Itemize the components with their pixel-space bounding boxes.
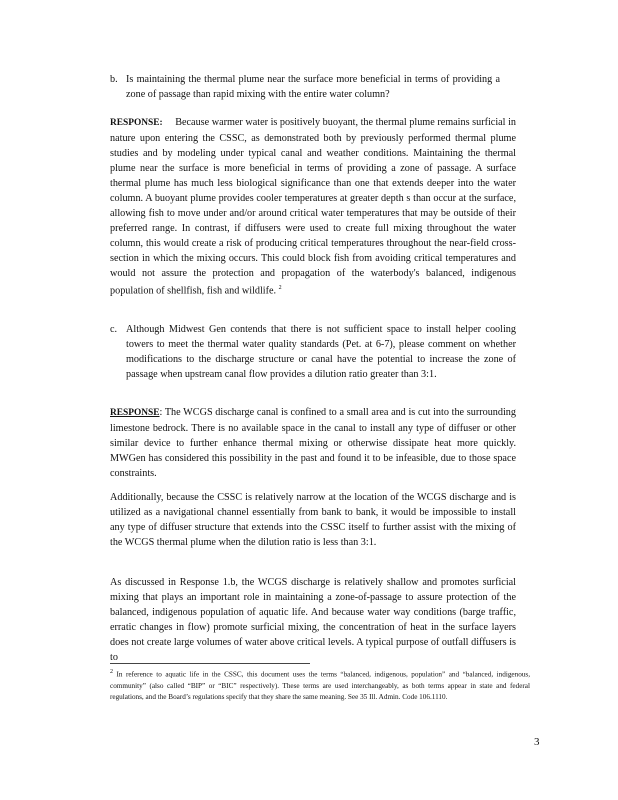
response-c-label: RESPONSE [110,408,160,418]
question-b-text: Is maintaining the thermal plume near the surface more beneficial in terms of providing a zone of passage than rapid mixing with the entire water column? [126,74,500,100]
question-b-label: b. [110,74,118,85]
paragraph-additionally: Additionally, because the CSSC is relatively narrow at the location of the WCGS discharge and is utilized as a navigational channel essentially from bank to bank, it would be impossible to install any type of diffuser structure that extends into the CSSC itself to further assist with the mixing of the WCGS thermal plume when the dilution ratio is less than 3:1. [110,492,516,548]
response-b-text: Because warmer water is positively buoyant, the thermal plume remains surficial in nature upon entering the CSSC, as demonstrated both by previously performed thermal plume studies and by modeling under typical canal and weather conditions. Maintaining the thermal plume near the surface is more beneficial in terms of providing a zone of passage. A surface thermal plume has much less biological significance than one that extends deeper into the water column. A buoyant plume provides cooler temperatures at greater depth s than occur at the surface, allowing fish to move under and/or around critical water temperatures that may be outside of their preferred range. In contrast, if diffusers were used to create full mixing throughout the water column, this would create a risk of producing critical temperatures throughout the near-field cross-section in which the mixing occurs. This could block fish from avoiding critical temperatures and would not assure the protection and propagation of the waterbody's balanced, indigenous population of shellfish, fish and wildlife. [110,117,516,297]
footnote-marker: 2 [110,669,113,675]
footnote [110,667,530,703]
response-b [110,115,516,298]
question-b [110,72,500,102]
question-c-label: c. [110,324,118,335]
footnote-text: In reference to aquatic life in the CSSC, this document uses the terms “balanced, indigenous, population” and “balanced, indigenous, community” (also called “BIP” or “BIC” respectively). These terms are used interchangeably, as both terms appear in state and federal regulations, and the Board’s regulations specify that they share the same meaning. See 35 Ill. Admin. Code 106.1110. [110,670,530,701]
paragraph-as-discussed: As discussed in Response 1.b, the WCGS discharge is relatively shallow and promotes surficial mixing that plays an important role in maintaining a zone-of-passage to assure protection of the balanced, indigenous population of aquatic life. And because water way conditions (barge traffic, erratic changes in flow) promote surficial mixing, the concentration of heat in the surface layers does not create large volumes of water above critical levels. A typical purpose of outfall diffusers is to [110,577,516,663]
response-b-label: RESPONSE: [110,118,163,128]
footnote-divider [110,663,310,664]
response-c-text: : The WCGS discharge canal is confined to a small area and is cut into the surrounding limestone bedrock. There is no available space in the canal to install any type of diffuser or other similar device to further enhance thermal mixing or otherwise dissipate heat more quickly. MWGen has considered this possibility in the past and found it to be infeasible, due to those space constraints. [110,407,516,479]
page-number: 3 [534,736,540,748]
footnote-ref-2: 2 [278,285,282,291]
question-c [110,322,516,382]
question-c-text: Although Midwest Gen contends that there is not sufficient space to install helper cooling towers to meet the thermal water quality standards (Pet. at 6-7), please comment on whether modifications to the discharge structure or canal have the potential to increase the zone of passage when upstream canal flow provides a dilution ratio greater than 3:1. [126,324,516,380]
response-c [110,405,516,481]
